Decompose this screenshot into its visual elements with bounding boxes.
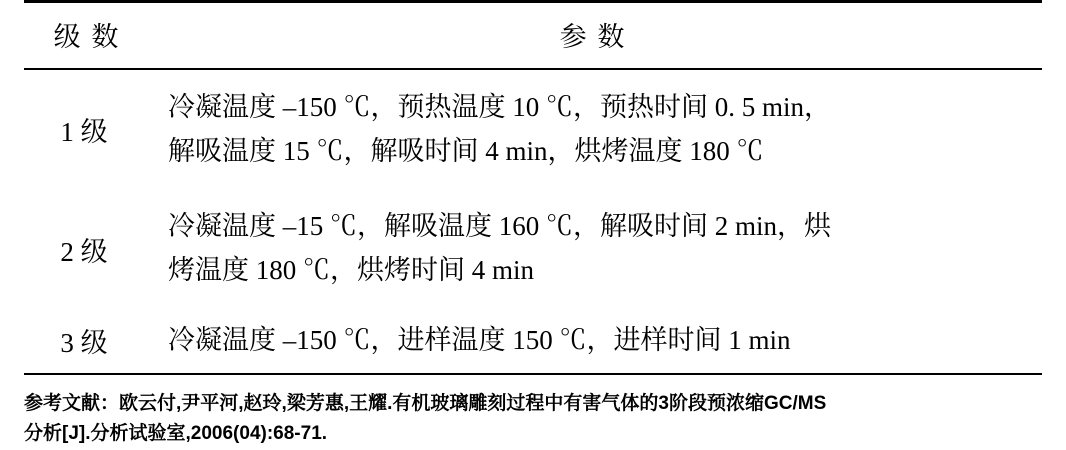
parameter-line: 解吸温度 15 ℃，解吸时间 4 min，烘烤温度 180 ℃: [168, 135, 764, 166]
header-level: 级 数: [24, 2, 144, 70]
table-row: [24, 189, 1042, 308]
row-level: 2 级: [60, 236, 108, 267]
header-parameter: 参 数: [144, 2, 1042, 70]
row-parameter: [144, 309, 1042, 374]
table-row: [24, 309, 1042, 374]
row-level: 3 级: [60, 328, 108, 359]
table-body: [24, 69, 1042, 374]
table-row: [24, 69, 1042, 189]
table-header: [24, 2, 1042, 70]
row-parameter: [144, 189, 1042, 308]
reference-line: 分析[J].分析试验室,2006(04):68-71.: [24, 423, 328, 445]
parameter-line: 冷凝温度 –15 ℃，解吸温度 160 ℃，解吸时间 2 min，烘: [168, 211, 832, 242]
reference-block: [24, 389, 1042, 450]
parameter-line: 冷凝温度 –150 ℃，进样温度 150 ℃，进样时间 1 min: [168, 324, 791, 355]
row-level: 1 级: [24, 69, 144, 189]
parameter-table: [24, 0, 1042, 375]
row-parameter: [144, 69, 1042, 189]
reference-line: 参考文献：欧云付,尹平河,赵玲,梁芳惠,王耀.有机玻璃雕刻过程中有害气体的3阶段预浓缩GC/MS: [24, 392, 827, 414]
table-header-row: [24, 2, 1042, 70]
parameter-line: 烤温度 180 ℃，烘烤时间 4 min: [168, 255, 535, 286]
parameter-line: 冷凝温度 –150 ℃，预热温度 10 ℃，预热时间 0. 5 min，: [168, 92, 832, 122]
